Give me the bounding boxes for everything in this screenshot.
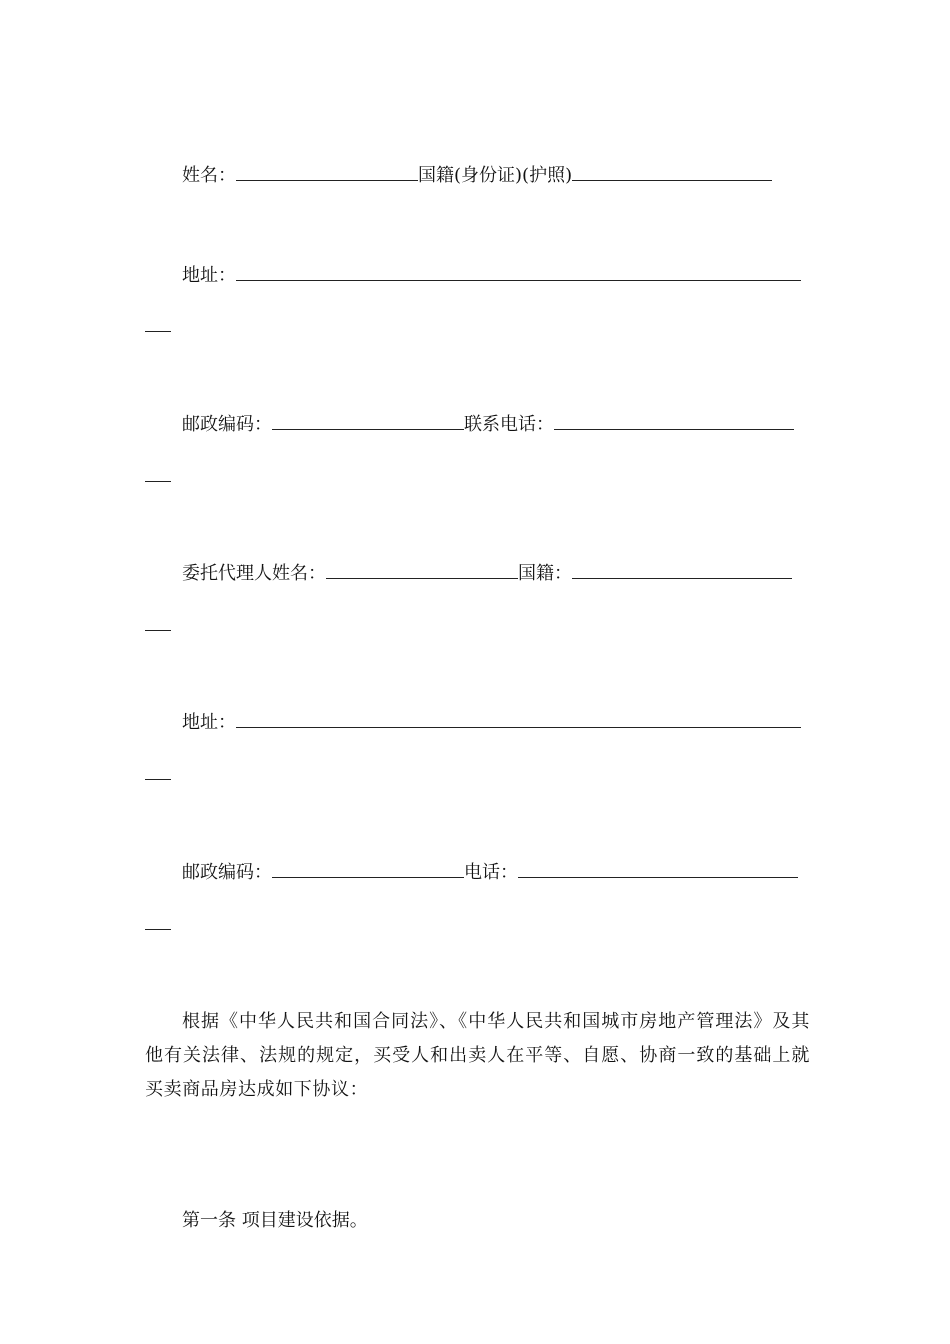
name-label: 姓名： [182,165,236,186]
contact-phone-label: 联系电话： [464,414,554,435]
nationality-id-label: 国籍(身份证)(护照) [418,165,573,186]
agent-phone-field-continuation[interactable] [145,929,171,930]
name-row [182,162,772,188]
agent-postcode-label: 邮政编码： [182,862,272,883]
nationality-id-field[interactable] [572,162,772,181]
agent-phone-field[interactable] [518,859,798,878]
name-field[interactable] [236,162,418,181]
address-label: 地址： [182,265,236,286]
agent-name-row [182,560,792,586]
postcode-row [182,411,794,437]
agent-name-field[interactable] [326,560,518,579]
agent-address-field[interactable] [236,709,801,728]
address-field-continuation[interactable] [145,331,171,332]
intro-paragraph: 根据《中华人民共和国合同法》、《中华人民共和国城市房地产管理法》及其他有关法律、法规的规定，买受人和出卖人在平等、自愿、协商一致的基础上就买卖商品房达成如下协议： [145,1011,810,1100]
postcode-label: 邮政编码： [182,414,272,435]
contact-phone-field[interactable] [554,411,794,430]
agent-address-field-continuation[interactable] [145,779,171,780]
agent-address-label: 地址： [182,712,236,733]
agent-name-label: 委托代理人姓名： [182,563,326,584]
address-row [182,262,801,288]
contact-phone-field-continuation[interactable] [145,481,171,482]
address-field[interactable] [236,262,801,281]
agent-address-row [182,709,801,735]
agent-phone-label: 电话： [464,862,518,883]
agent-postcode-row [182,859,798,885]
agent-nationality-field-continuation[interactable] [145,630,171,631]
postcode-field[interactable] [272,411,464,430]
agent-postcode-field[interactable] [272,859,464,878]
agent-nationality-field[interactable] [572,560,792,579]
article-one-heading: 第一条 项目建设依据。 [182,1210,368,1231]
agent-nationality-label: 国籍： [518,563,572,584]
